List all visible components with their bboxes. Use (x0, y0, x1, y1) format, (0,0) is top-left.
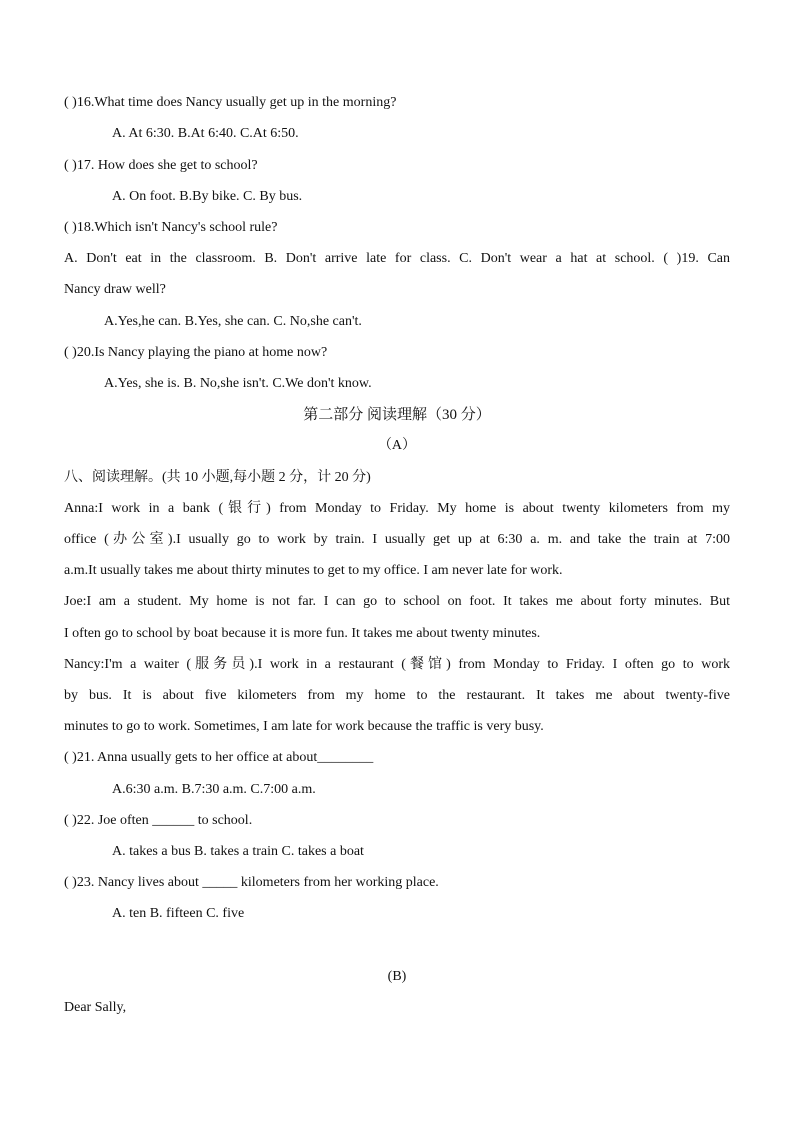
letter-greeting: Dear Sally, (64, 1000, 127, 1015)
question-22-options: A. takes a bus B. takes a train C. takes a boat (112, 844, 364, 859)
question-21-options: A.6:30 a.m. B.7:30 a.m. C.7:00 a.m. (112, 782, 316, 797)
question-19-options: A.Yes,he can. B.Yes, she can. C. No,she can't. (104, 314, 362, 329)
passage-nancy-line-1: Nancy:I'm a waiter (服务员).I work in a restaurant (餐馆) from Monday to Friday. I often go to work (64, 657, 730, 672)
question-17-options: A. On foot. B.By bike. C. By bus. (112, 189, 303, 204)
section-b-label: (B) (387, 969, 407, 984)
question-23-options: A. ten B. fifteen C. five (112, 906, 245, 921)
passage-anna-line-3: a.m.It usually takes me about thirty minutes to get to my office. I am never late for work. (64, 563, 563, 578)
passage-anna-line-1: Anna:I work in a bank (银行) from Monday to Friday. My home is about twenty kilometers from my (64, 501, 730, 516)
question-21: ( )21. Anna usually gets to her office at about________ (64, 750, 374, 765)
part-two-title: 第二部分 阅读理解（30 分） (303, 407, 491, 423)
question-20: ( )20.Is Nancy playing the piano at home now? (64, 345, 328, 360)
question-16-options: A. At 6:30. B.At 6:40. C.At 6:50. (112, 126, 299, 141)
passage-nancy-line-3: minutes to go to work. Sometimes, I am late for work because the traffic is very busy. (64, 719, 544, 734)
question-18-options-and-question-19: A. Don't eat in the classroom. B. Don't arrive late for class. C. Don't wear a hat at school. ( )19. Can (64, 251, 730, 266)
question-18: ( )18.Which isn't Nancy's school rule? (64, 220, 278, 235)
question-20-options: A.Yes, she is. B. No,she isn't. C.We don't know. (104, 376, 372, 391)
question-23: ( )23. Nancy lives about _____ kilometers from her working place. (64, 875, 439, 890)
question-16: ( )16.What time does Nancy usually get up in the morning? (64, 95, 397, 110)
passage-joe-line-1: Joe:I am a student. My home is not far. I can go to school on foot. It takes me about forty minutes. But (64, 594, 730, 609)
passage-nancy-line-2: by bus. It is about five kilometers from my home to the restaurant. It takes me about twenty-five (64, 688, 730, 703)
section-a-label: （A） (377, 438, 417, 453)
passage-joe-line-2: I often go to school by boat because it is more fun. It takes me about twenty minutes. (64, 626, 541, 641)
question-17: ( )17. How does she get to school? (64, 158, 258, 173)
reading-instructions: 八、阅读理解。(共 10 小题,每小题 2 分，计 20 分) (64, 470, 371, 485)
passage-anna-line-2: office (办公室).I usually go to work by train. I usually get up at 6:30 a. m. and take the train at 7:00 (64, 532, 730, 547)
question-19-continued: Nancy draw well? (64, 282, 166, 297)
question-22: ( )22. Joe often ______ to school. (64, 813, 253, 828)
